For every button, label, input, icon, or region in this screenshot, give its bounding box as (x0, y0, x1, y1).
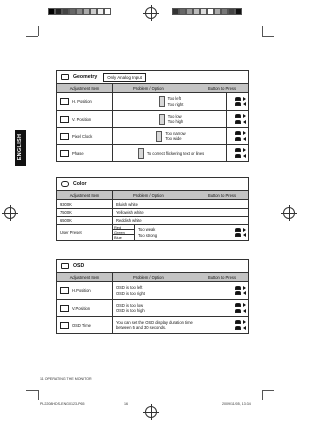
osd-v-position-icon (60, 305, 69, 312)
col-button-to-press: Button to Press (208, 192, 236, 198)
right-arrow-icon (243, 228, 246, 232)
h-position-icon (60, 98, 69, 105)
option-text: Reddish white (116, 218, 142, 223)
registration-mark-top (143, 5, 159, 21)
registration-mark-left (2, 205, 18, 221)
option-text: Too high (167, 119, 184, 125)
crop-mark (26, 36, 38, 37)
adjust-knob-icon (235, 320, 241, 324)
crop-mark (262, 390, 263, 400)
left-arrow-icon (243, 309, 246, 313)
option-text: OSD is too left (116, 285, 143, 291)
geometry-icon (61, 74, 69, 80)
table-row (57, 127, 248, 144)
phase-icon (60, 150, 69, 157)
osd-time-icon (60, 322, 69, 329)
right-arrow-icon (243, 148, 246, 152)
table-row (57, 316, 248, 333)
right-arrow-icon (243, 114, 246, 118)
adjust-knob-icon (235, 291, 241, 295)
color-registration-bar-left (48, 8, 111, 15)
option-indicator (159, 96, 165, 107)
option-text: between 5 and 30 seconds. (116, 325, 167, 331)
language-tab (15, 130, 26, 166)
osd-icon (61, 263, 69, 269)
left-arrow-icon (243, 291, 246, 295)
option-text: To correct flickering text or lines (146, 150, 205, 156)
col-problem-option: Problem / Option (133, 274, 164, 280)
col-button-to-press: Button to Press (208, 274, 236, 280)
geometry-title-bar (57, 71, 248, 84)
adjust-knob-icon (235, 303, 241, 307)
option-text: Too wide (165, 136, 182, 142)
osd-table-header (57, 273, 248, 282)
file-name: PL2208HDS-ENG0123-P65 (40, 402, 85, 406)
color-panel (56, 177, 249, 241)
registration-mark-right (281, 205, 297, 221)
row-item-label: User Preset (57, 225, 113, 240)
row-item-label: V.Position (72, 305, 91, 311)
right-arrow-icon (243, 303, 246, 307)
channel-green: Green (113, 230, 134, 235)
adjust-knob-icon (235, 228, 241, 232)
osd-title-bar (57, 260, 248, 273)
option-text: Yellowish white (116, 210, 144, 215)
color-title-bar (57, 178, 248, 191)
right-arrow-icon (243, 286, 246, 290)
crop-mark (262, 26, 263, 36)
left-arrow-icon (243, 326, 246, 330)
right-arrow-icon (243, 97, 246, 101)
adjust-knob-icon (235, 120, 241, 124)
option-text: Too left (167, 96, 181, 102)
option-text: You can set the OSD display duration time (116, 319, 193, 325)
registration-mark-bottom (143, 404, 159, 420)
option-text: Too weak (138, 227, 156, 233)
left-arrow-icon (243, 154, 246, 158)
row-item-label: Phase (72, 150, 84, 156)
option-text: Too right (167, 101, 184, 107)
table-row (57, 208, 248, 216)
table-row (57, 216, 248, 224)
row-item-label: OSD Time (72, 322, 91, 328)
pixel-clock-icon (60, 133, 69, 140)
adjust-knob-icon (235, 97, 241, 101)
table-row (57, 144, 248, 161)
option-text: OSD is too low (116, 302, 144, 308)
language-tab-label: ENGLISH (17, 133, 23, 161)
option-text: Too narrow (165, 130, 186, 136)
row-item-label: 7500K (57, 209, 113, 216)
option-indicator (138, 148, 144, 159)
adjust-knob-icon (235, 309, 241, 313)
adjust-knob-icon (235, 102, 241, 106)
option-text: OSD is too high (116, 308, 145, 314)
osd-title: OSD (73, 263, 85, 269)
crop-mark (38, 26, 39, 36)
geometry-title: Geometry (73, 74, 98, 80)
channel-blue: Blue (114, 235, 122, 240)
table-row (57, 224, 248, 240)
crop-mark (38, 390, 39, 400)
row-item-label: H. Position (72, 99, 92, 104)
table-row (57, 282, 248, 299)
row-item-label: Pixel Clock (72, 133, 93, 139)
geometry-table-header (57, 84, 248, 93)
crop-mark (262, 390, 274, 391)
print-page-number: 16 (124, 402, 128, 406)
left-arrow-icon (243, 120, 246, 124)
option-indicator (156, 131, 162, 142)
right-arrow-icon (243, 320, 246, 324)
adjust-knob-icon (235, 233, 241, 237)
adjust-knob-icon (235, 326, 241, 330)
osd-h-position-icon (60, 287, 69, 294)
channel-red: Red (113, 225, 134, 230)
color-title: Color (73, 181, 87, 187)
row-item-label: V. Position (72, 116, 92, 122)
adjust-knob-icon (235, 131, 241, 135)
table-row (57, 93, 248, 110)
adjust-knob-icon (235, 137, 241, 141)
col-adjustment-item: Adjustment Item (57, 273, 113, 281)
v-position-icon (60, 116, 69, 123)
table-row (57, 200, 248, 208)
color-table-header (57, 191, 248, 200)
adjust-knob-icon (235, 154, 241, 158)
row-item-label: H.Position (72, 288, 91, 293)
col-button-to-press: Button to Press (208, 85, 236, 91)
option-text: Too strong (138, 232, 158, 238)
row-item-label: 6500K (57, 217, 113, 224)
adjust-knob-icon (235, 148, 241, 152)
col-problem-option: Problem / Option (133, 85, 164, 91)
page-footer-label: 11 OPERATING THE MONITOR (40, 377, 92, 381)
analog-input-badge: Only Analog Input (103, 73, 146, 82)
adjust-knob-icon (235, 114, 241, 118)
col-problem-option: Problem / Option (133, 192, 164, 198)
adjust-knob-icon (235, 286, 241, 290)
option-text: OSD is too right (116, 290, 145, 296)
print-date: 2009/11/05, 13:34 (222, 402, 251, 406)
table-row (57, 299, 248, 316)
left-arrow-icon (243, 137, 246, 141)
osd-panel (56, 259, 249, 334)
left-arrow-icon (243, 233, 246, 237)
option-text: Bluish white (116, 201, 138, 207)
col-adjustment-item: Adjustment Item (57, 191, 113, 199)
color-registration-bar-right (172, 8, 242, 15)
option-text: Too low (167, 113, 182, 119)
left-arrow-icon (243, 102, 246, 106)
table-row (57, 110, 248, 127)
crop-mark (26, 390, 38, 391)
crop-mark (262, 36, 274, 37)
col-adjustment-item: Adjustment Item (57, 84, 113, 92)
color-palette-icon (61, 181, 69, 187)
right-arrow-icon (243, 131, 246, 135)
option-indicator (159, 114, 165, 125)
geometry-panel (56, 70, 249, 162)
row-item-label: 9300K (57, 200, 113, 208)
